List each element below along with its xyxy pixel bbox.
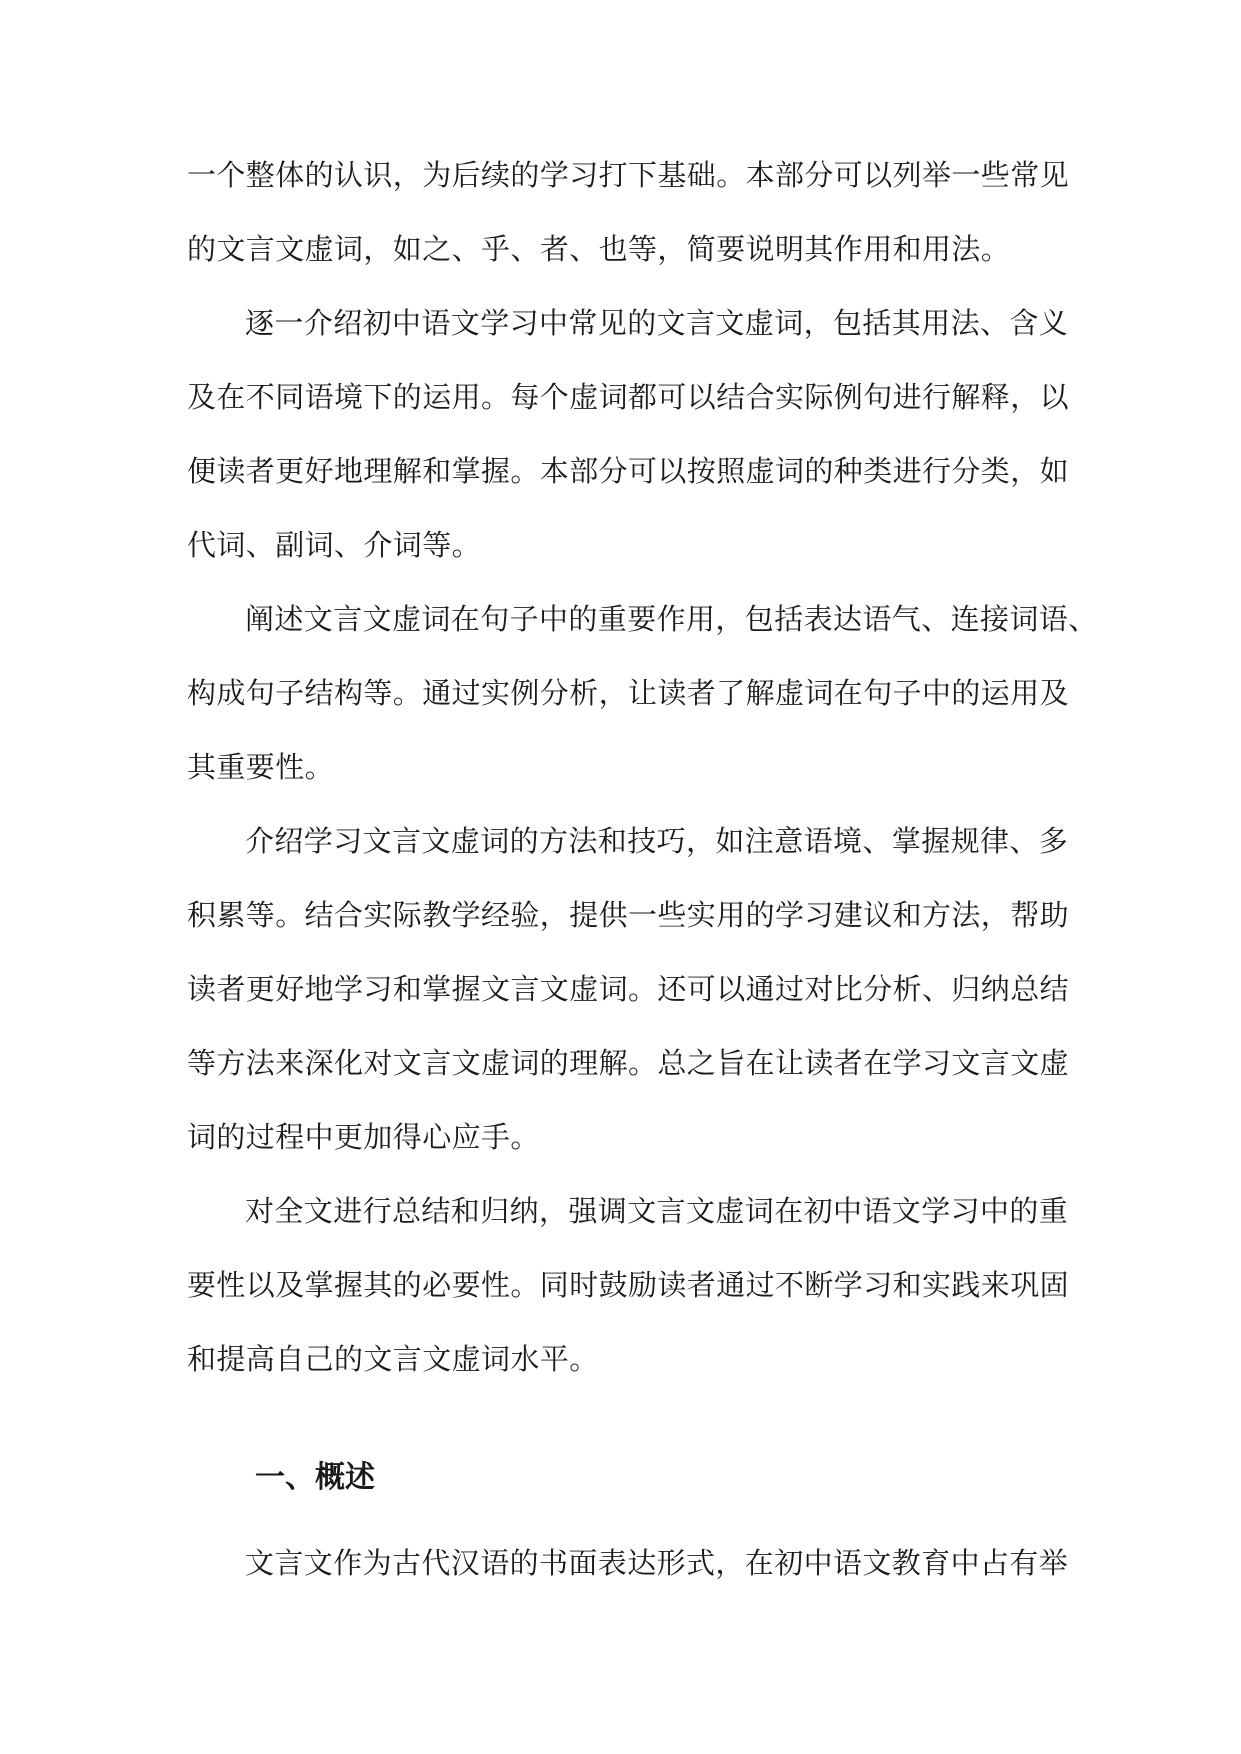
text-line: 读者更好地学习和掌握文言文虚词。还可以通过对比分析、归纳总结: [187, 972, 1070, 1006]
text-line: 词的过程中更加得心应手。: [187, 1120, 540, 1154]
document-page: [187, 138, 1098, 1600]
text-line: 积累等。结合实际教学经验，提供一些实用的学习建议和方法，帮助: [187, 898, 1070, 932]
paragraph-5: [187, 1174, 1070, 1396]
text-line: 构成句子结构等。通过实例分析，让读者了解虚词在句子中的运用及: [187, 676, 1070, 710]
text-line: 等方法来深化对文言文虚词的理解。总之旨在让读者在学习文言文虚: [187, 1046, 1070, 1080]
text-line: 一个整体的认识，为后续的学习打下基础。本部分可以列举一些常见: [187, 158, 1070, 192]
text-line: 便读者更好地理解和掌握。本部分可以按照虚词的种类进行分类，如: [187, 454, 1070, 488]
text-line: 逐一介绍初中语文学习中常见的文言文虚词，包括其用法、含义: [245, 306, 1069, 340]
text-line: 的文言文虚词，如之、乎、者、也等，简要说明其作用和用法。: [187, 232, 1011, 266]
text-line: 其重要性。: [187, 750, 335, 784]
text-line: 代词、副词、介词等。: [187, 528, 482, 562]
paragraph-3: [187, 582, 1098, 804]
text-line: 和提高自己的文言文虚词水平。: [187, 1342, 599, 1376]
paragraph-4: [187, 804, 1070, 1174]
text-line: 文言文作为古代汉语的书面表达形式，在初中语文教育中占有举: [245, 1546, 1069, 1580]
text-line: 阐述文言文虚词在句子中的重要作用，包括表达语气、连接词语、: [245, 602, 1098, 636]
paragraph-1: [187, 138, 1070, 286]
paragraph-2: [187, 286, 1070, 582]
text-line: 要性以及掌握其的必要性。同时鼓励读者通过不断学习和实践来巩固: [187, 1268, 1070, 1302]
section-paragraph: [187, 1526, 1069, 1600]
text-line: 对全文进行总结和归纳，强调文言文虚词在初中语文学习中的重: [245, 1194, 1069, 1228]
text-line: 及在不同语境下的运用。每个虚词都可以结合实际例句进行解释，以: [187, 380, 1070, 414]
text-line: 介绍学习文言文虚词的方法和技巧，如注意语境、掌握规律、多: [245, 824, 1069, 858]
section-heading: 一、概述: [255, 1460, 375, 1495]
